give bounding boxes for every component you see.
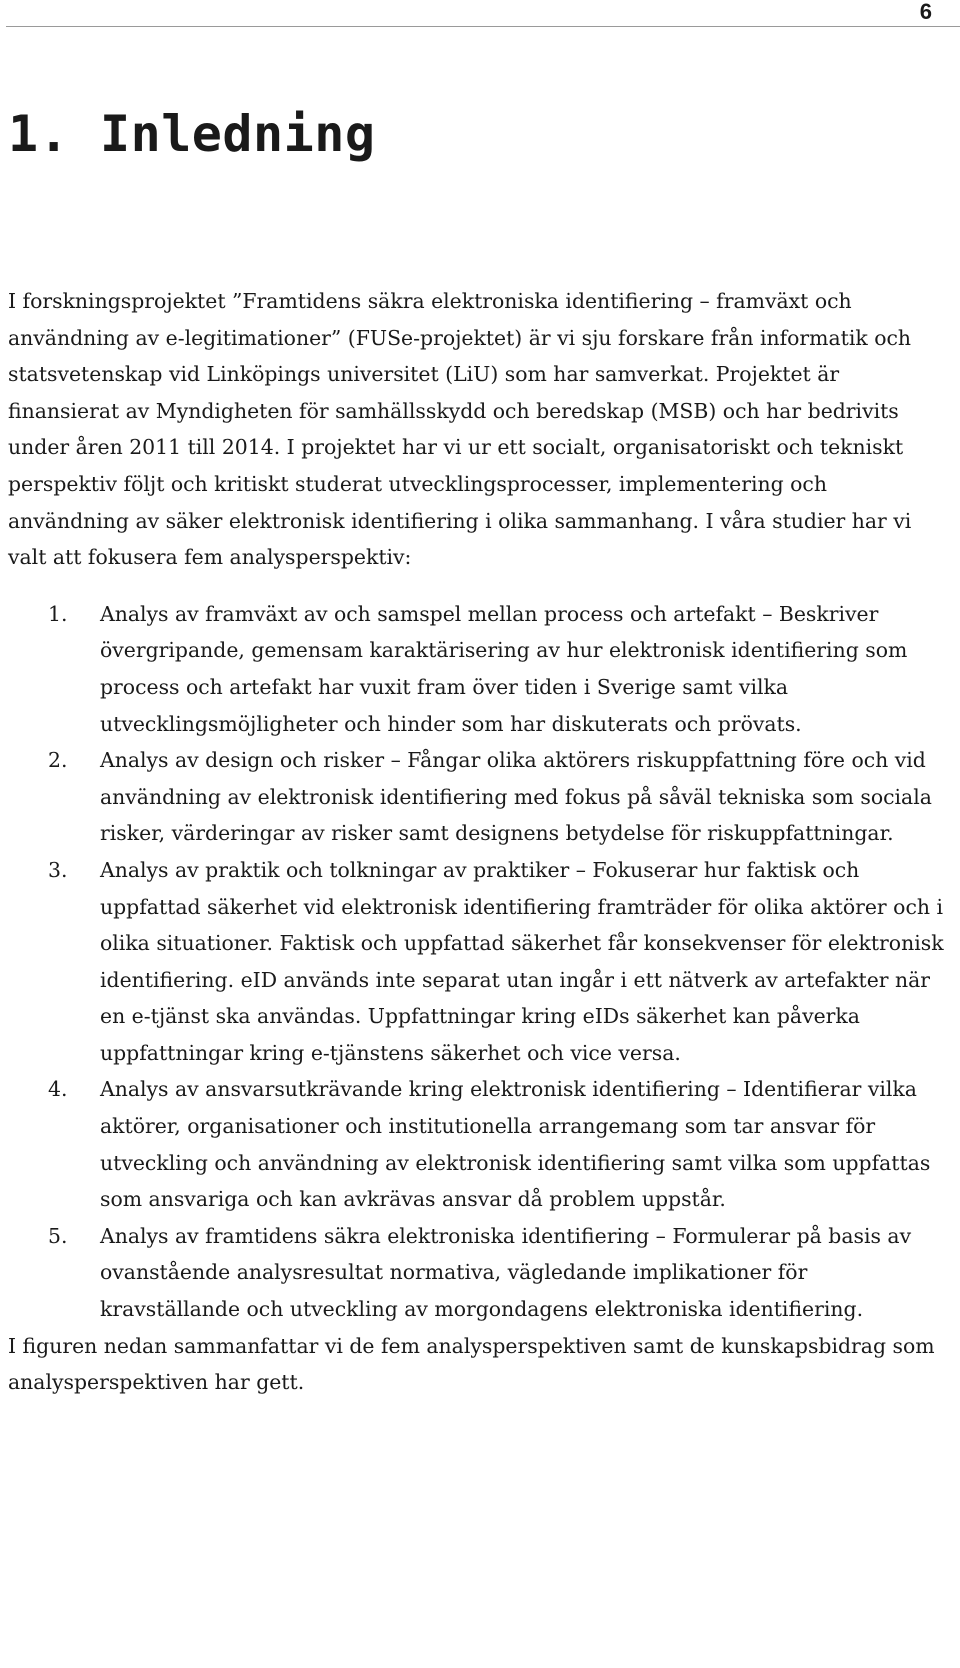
list-item-text: Analys av framtidens säkra elektroniska identifiering – Formulerar på basis av ovanstående analysresultat normativa, vägledande implikationer för kravställande och utveckling av morgondagens elektroniska identifiering.: [100, 1223, 912, 1322]
list-item: [8, 1071, 948, 1217]
chapter-title: Inledning: [100, 105, 376, 163]
list-item-text: Analys av design och risker – Fångar olika aktörers riskuppfattning före och vid användning av elektronisk identifiering med fokus på såväl tekniska som sociala risker, värderingar av risker samt designens betydelse för riskuppfattningar.: [100, 748, 932, 846]
list-item: [8, 852, 948, 1072]
list-item-text: Analys av ansvarsutkrävande kring elektronisk identifiering – Identifierar vilka aktörer, organisationer och institutionella arrangemang som tar ansvar för utveckling och användning av elektronisk identifiering samt vilka som uppfattas som ansvariga och kan avkrävas ansvar då problem uppstår.: [100, 1077, 931, 1212]
list-item: [8, 596, 948, 742]
list-item: [8, 1218, 948, 1328]
perspective-list: [8, 596, 948, 1328]
closing-paragraph: I figuren nedan sammanfattar vi de fem analysperspektiven samt de kunskapsbidrag som analysperspektiven har gett.: [8, 1333, 935, 1395]
list-item: [8, 742, 948, 852]
list-item-number: 3.: [48, 857, 68, 882]
page-header: [6, 0, 960, 27]
list-item-text: Analys av framväxt av och samspel mellan process och artefakt – Beskriver övergripande, gemensam karaktärisering av hur elektronisk identifiering som process och artefakt har vuxit fram över tiden i Sverige samt vilka utvecklingsmöjligheter och hinder som har diskuterats och prövats.: [100, 601, 908, 736]
intro-paragraph: I forskningsprojektet ”Framtidens säkra elektroniska identifiering – framväxt och användning av e-legitimationer” (FUSe-projektet) är vi sju forskare från informatik och statsvetenskap vid Linköpings universitet (LiU) som har samverkat. Projektet är finansierat av Myndigheten för samhällsskydd och beredskap (MSB) och har bedrivits under åren 2011 till 2014. I projektet har vi ur ett socialt, organisatoriskt och tekniskt perspektiv följt och kritiskt studerat utvecklingsprocesser, implementering och användning av säker elektronisk identifiering i olika sammanhang. I våra studier har vi valt att fokusera fem analysperspektiv:: [8, 289, 912, 570]
list-item-number: 4.: [48, 1077, 68, 1102]
list-item-text: Analys av praktik och tolkningar av praktiker – Fokuserar hur faktisk och uppfattad säkerhet vid elektronisk identifiering framträder för olika aktörer och i olika situationer. Faktisk och uppfattad säkerhet får konsekvenser för elektronisk identifiering. eID används inte separat utan ingår i ett nätverk av artefakter när en e-tjänst ska användas. Uppfattningar kring eIDs säkerhet kan påverka uppfattningar kring e-tjänstens säkerhet och vice versa.: [100, 857, 944, 1065]
list-item-number: 5.: [48, 1223, 68, 1248]
list-item-number: 2.: [48, 748, 68, 773]
list-item-number: 1.: [48, 601, 68, 626]
chapter-body: [8, 283, 948, 1401]
page-number: 6: [919, 0, 932, 24]
chapter-number: 1.: [8, 105, 70, 163]
chapter-heading: [8, 102, 375, 166]
